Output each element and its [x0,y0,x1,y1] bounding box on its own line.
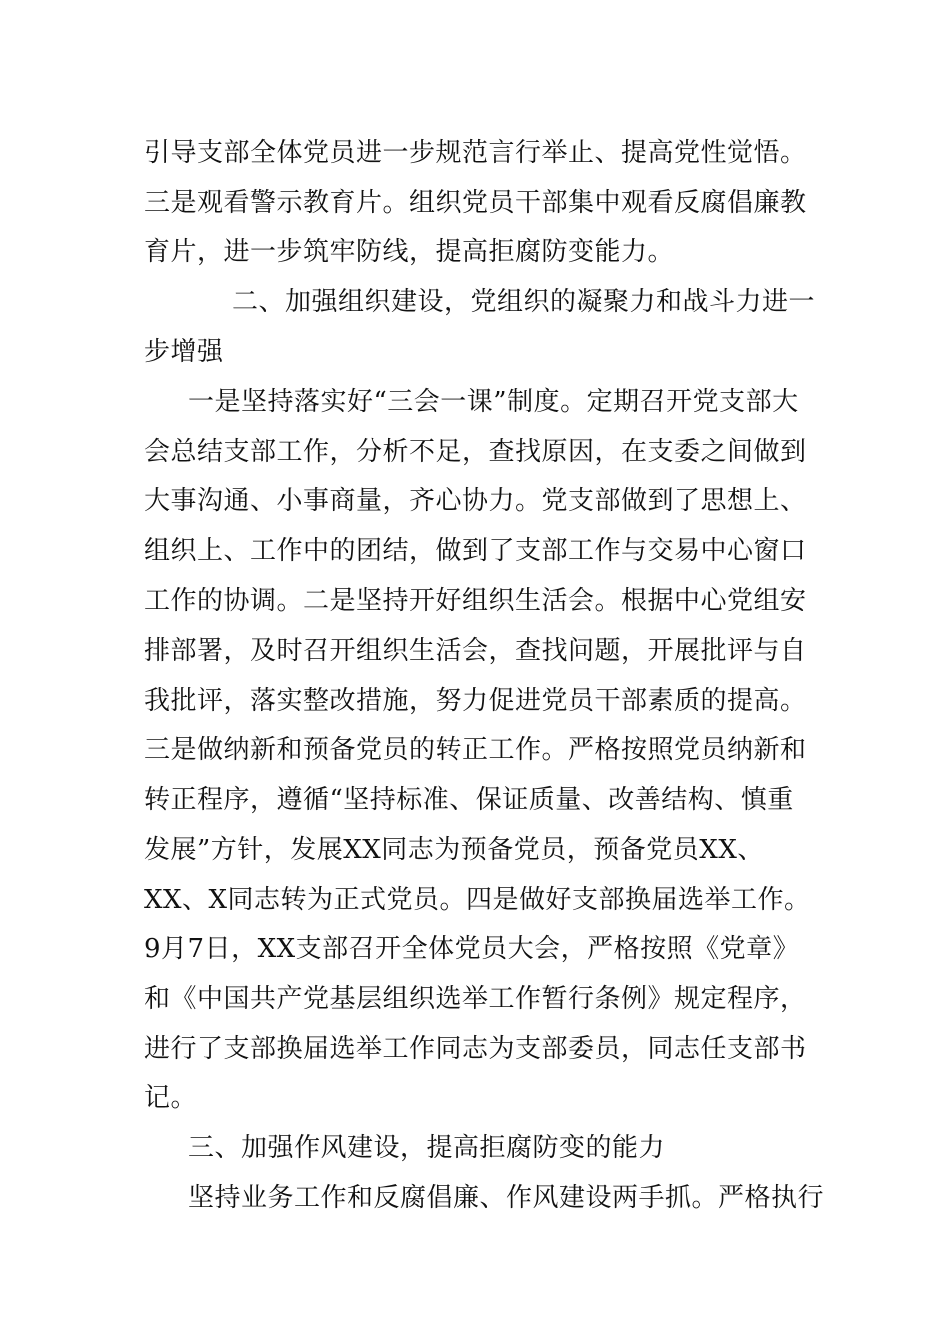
body-text-line: 9月7日，XX支部召开全体党员大会，严格按照《党章》 [144,934,800,964]
section-heading-2: 二、加强组织建设，党组织的凝聚力和战斗力进一 [232,287,816,317]
body-text-line: 排部署，及时召开组织生活会，查找问题，开展批评与自 [144,636,807,666]
body-text-line: 大事沟通、小事商量，齐心协力。党支部做到了思想上、 [144,486,807,516]
body-text-line: 记。 [144,1083,198,1113]
body-text-line: 育片，进一步筑牢防线，提高拒腐防变能力。 [144,237,675,267]
section-heading-2-continued: 步增强 [144,337,224,367]
body-text-line: 三是做纳新和预备党员的转正工作。严格按照党员纳新和 [144,735,807,765]
body-text-line: XX、X同志转为正式党员。四是做好支部换届选举工作。 [144,885,811,915]
body-text-line: 和《中国共产党基层组织选举工作暂行条例》规定程序， [144,984,807,1014]
body-text-line: 发展”方针，发展XX同志为预备党员，预备党员XX、 [144,835,764,865]
body-text-line: 会总结支部工作，分析不足，查找原因，在支委之间做到 [144,437,807,467]
body-text-line: 我批评，落实整改措施，努力促进党员干部素质的提高。 [144,686,807,716]
paragraph-first-line: 一是坚持落实好“三会一课”制度。定期召开党支部大 [188,387,799,417]
body-text-line: 三是观看警示教育片。组织党员干部集中观看反腐倡廉教 [144,188,807,218]
body-text-line: 引导支部全体党员进一步规范言行举止、提高党性觉悟。 [144,138,807,168]
body-text-line: 转正程序，遵循“坚持标准、保证质量、改善结构、慎重 [144,785,794,815]
paragraph-first-line: 坚持业务工作和反腐倡廉、作风建设两手抓。严格执行 [188,1183,825,1213]
body-text-line: 进行了支部换届选举工作同志为支部委员，同志任支部书 [144,1034,807,1064]
section-heading-3: 三、加强作风建设，提高拒腐防变的能力 [188,1133,666,1163]
body-text-line: 组织上、工作中的团结，做到了支部工作与交易中心窗口 [144,536,807,566]
body-text-line: 工作的协调。二是坚持开好组织生活会。根据中心党组安 [144,586,807,616]
